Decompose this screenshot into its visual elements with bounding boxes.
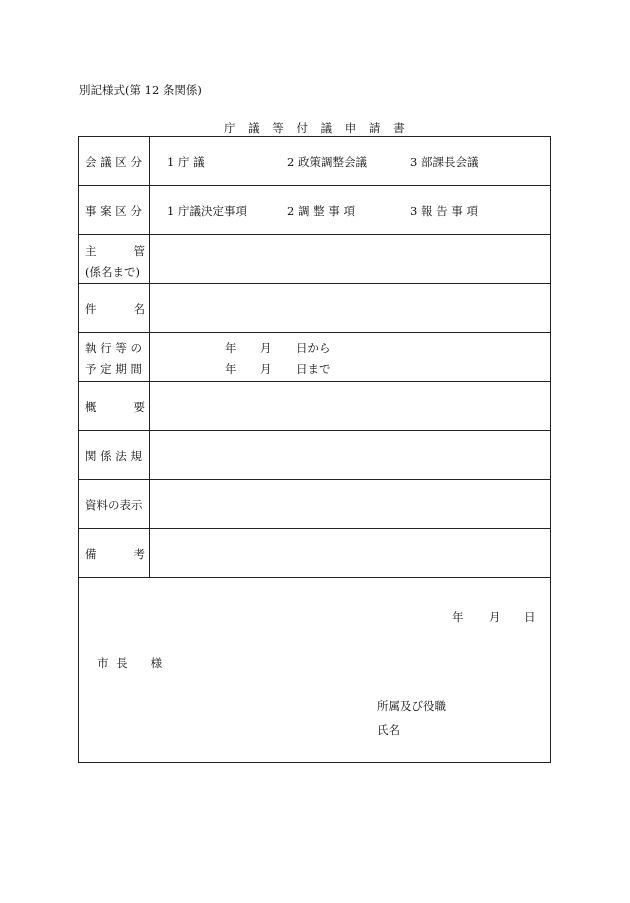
schedule-to-month: 月 bbox=[260, 362, 272, 376]
remarks-field[interactable] bbox=[155, 533, 545, 573]
summary-label-part-2: 要 bbox=[133, 400, 145, 414]
footer-date-day: 日 bbox=[524, 610, 536, 624]
remarks-label-part-1: 備 bbox=[85, 547, 97, 561]
row-divider bbox=[79, 528, 550, 529]
materials-field[interactable] bbox=[155, 484, 545, 524]
schedule-label-line1: 執 行 等 の bbox=[85, 341, 142, 355]
schedule-to-year: 年 bbox=[225, 362, 237, 376]
summary-label-part-1: 概 bbox=[85, 400, 97, 414]
row-divider bbox=[79, 234, 550, 235]
matter-category-option-3[interactable]: 3 報 告 事 項 bbox=[410, 204, 478, 218]
row-divider bbox=[79, 332, 550, 333]
meeting-category-option-2[interactable]: 2 政策調整会議 bbox=[287, 155, 367, 169]
manager-label-part-1: 主 bbox=[85, 244, 97, 258]
subject-label bbox=[85, 301, 145, 317]
manager-field[interactable] bbox=[155, 239, 545, 279]
row-divider bbox=[79, 479, 550, 480]
related-laws-field[interactable] bbox=[155, 435, 545, 475]
page-title: 庁 議 等 付 議 申 請 書 bbox=[224, 121, 405, 135]
label-column-divider bbox=[149, 137, 150, 577]
manager-label-note: (係名まで) bbox=[85, 265, 140, 279]
matter-category-option-2[interactable]: 2 調 整 事 項 bbox=[287, 204, 355, 218]
footer-date-month: 月 bbox=[489, 610, 501, 624]
subject-label-part-1: 件 bbox=[85, 302, 97, 316]
meeting-category-option-3[interactable]: 3 部課長会議 bbox=[410, 155, 479, 169]
schedule-label-line2: 予 定 期 間 bbox=[85, 362, 142, 376]
remarks-label-part-2: 考 bbox=[133, 547, 145, 561]
row-divider bbox=[79, 185, 550, 186]
summary-field[interactable] bbox=[155, 386, 545, 426]
matter-category-label: 事 案 区 分 bbox=[85, 204, 142, 218]
row-divider bbox=[79, 577, 550, 578]
materials-label: 資料の表示 bbox=[85, 498, 143, 512]
meeting-category-label: 会 議 区 分 bbox=[85, 155, 142, 169]
related-laws-label: 関 係 法 規 bbox=[85, 449, 142, 463]
application-form-table bbox=[78, 136, 551, 763]
schedule-from-month: 月 bbox=[260, 341, 272, 355]
name-label: 氏名 bbox=[377, 723, 400, 737]
meeting-category-option-1[interactable]: 1 庁 議 bbox=[167, 155, 205, 169]
addressee: 市 長 様 bbox=[97, 656, 163, 670]
schedule-to-day: 日まで bbox=[296, 362, 331, 376]
subject-label-part-2: 名 bbox=[133, 302, 145, 316]
schedule-from-year: 年 bbox=[225, 341, 237, 355]
footer-date-year: 年 bbox=[452, 610, 464, 624]
manager-label-part-2: 管 bbox=[133, 244, 145, 258]
remarks-label bbox=[85, 546, 145, 562]
row-divider bbox=[79, 283, 550, 284]
form-label: 別記様式(第 12 条関係) bbox=[79, 83, 202, 97]
summary-label bbox=[85, 399, 145, 415]
row-divider bbox=[79, 381, 550, 382]
affiliation-label: 所属及び役職 bbox=[377, 699, 446, 713]
subject-field[interactable] bbox=[155, 288, 545, 328]
row-divider bbox=[79, 430, 550, 431]
manager-label bbox=[85, 243, 145, 259]
schedule-from-day: 日から bbox=[296, 341, 331, 355]
matter-category-option-1[interactable]: 1 庁議決定事項 bbox=[167, 204, 247, 218]
